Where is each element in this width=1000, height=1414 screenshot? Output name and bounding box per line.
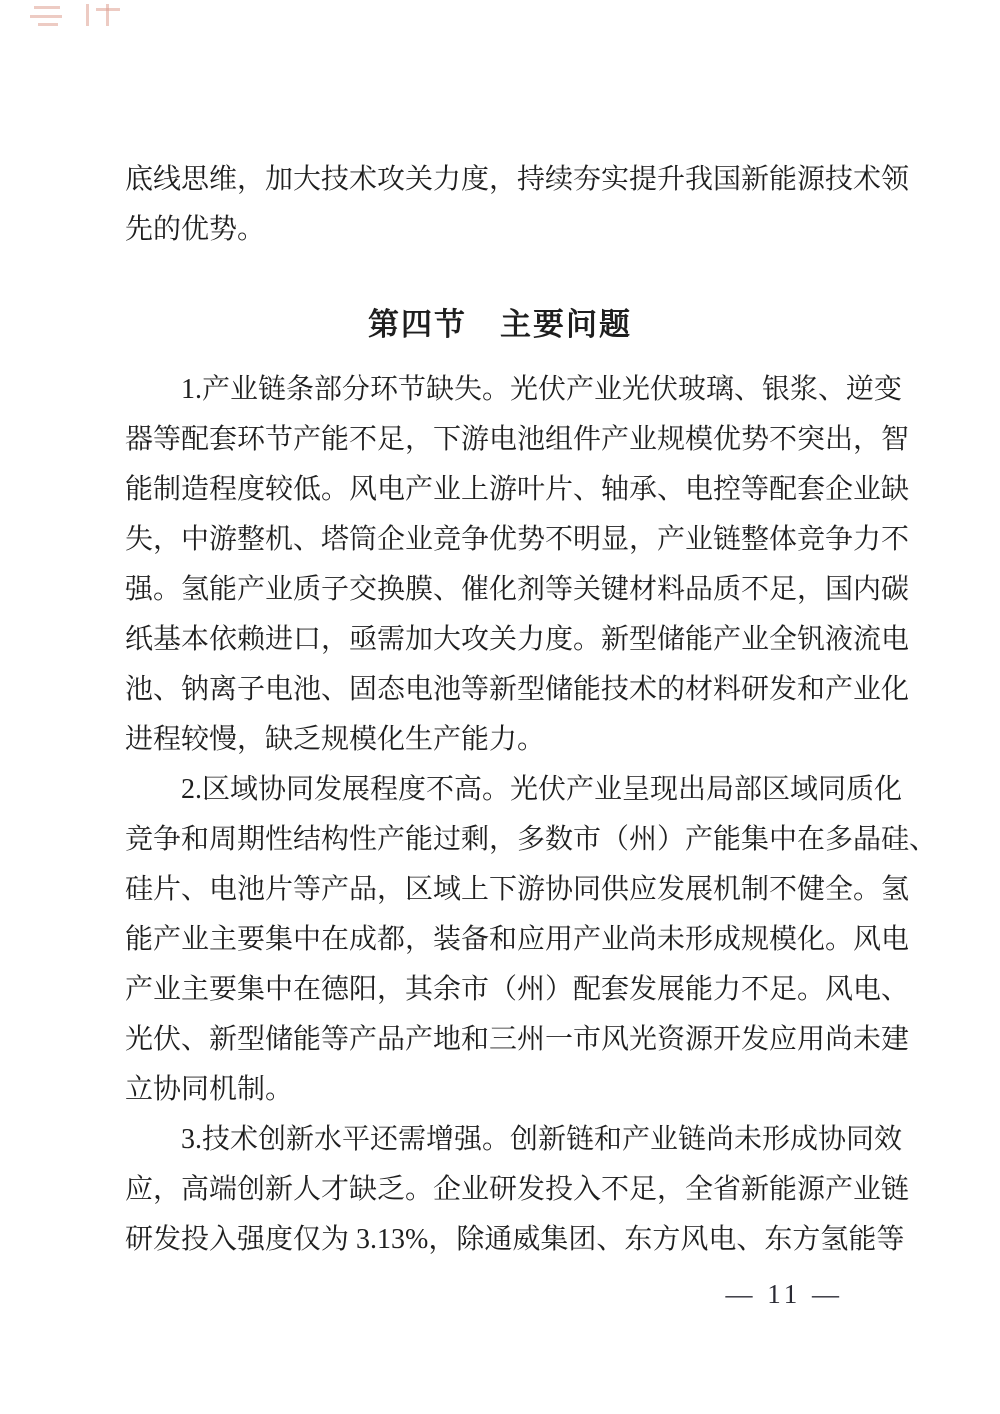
paragraph1-line: 器等配套环节产能不足，下游电池组件产业规模优势不突出，智	[125, 424, 910, 455]
paragraph1-line: 强。氢能产业质子交换膜、催化剂等关键材料品质不足，国内碳	[125, 574, 910, 605]
paragraph3-line: 应，高端创新人才缺乏。企业研发投入不足，全省新能源产业链	[125, 1174, 910, 1205]
paragraph2-line: 产业主要集中在德阳，其余市（州）配套发展能力不足。风电、	[125, 974, 910, 1005]
section-heading: 第四节 主要问题	[368, 307, 632, 342]
red-mark	[30, 15, 62, 18]
paragraph3-line: 3.技术创新水平还需增强。创新链和产业链尚未形成协同效	[181, 1124, 903, 1155]
intro-line: 底线思维，加大技术攻关力度，持续夯实提升我国新能源技术领	[125, 164, 910, 195]
red-mark	[38, 23, 58, 26]
red-mark	[34, 6, 60, 9]
red-mark	[106, 4, 109, 26]
paragraph2-line: 立协同机制。	[125, 1074, 294, 1105]
intro-line: 先的优势。	[125, 214, 266, 245]
paragraph2-line: 硅片、电池片等产品，区域上下游协同供应发展机制不健全。氢	[125, 874, 910, 905]
document-body	[125, 155, 938, 1265]
paragraph2-line: 2.区域协同发展程度不高。光伏产业呈现出局部区域同质化	[181, 774, 903, 805]
paragraph1-line: 1.产业链条部分环节缺失。光伏产业光伏玻璃、银浆、逆变	[181, 374, 903, 405]
paragraph1-line: 池、钠离子电池、固态电池等新型储能技术的材料研发和产业化	[125, 674, 910, 705]
paragraph3-line: 研发投入强度仅为 3.13%，除通威集团、东方风电、东方氢能等	[125, 1224, 905, 1255]
paragraph1-line: 失，中游整机、塔筒企业竞争优势不明显，产业链整体竞争力不	[125, 524, 910, 555]
paragraph1-line: 进程较慢，缺乏规模化生产能力。	[125, 724, 546, 755]
paragraph2-line: 光伏、新型储能等产品产地和三州一市风光资源开发应用尚未建	[125, 1024, 910, 1055]
paragraph1-line: 能制造程度较低。风电产业上游叶片、轴承、电控等配套企业缺	[125, 474, 910, 505]
red-mark	[86, 4, 89, 26]
page-number: — 11 —	[725, 1279, 843, 1309]
paragraph2-line: 竞争和周期性结构性产能过剩，多数市（州）产能集中在多晶硅、	[125, 824, 938, 855]
red-stamp-fragment	[28, 2, 128, 32]
paragraph1-line: 纸基本依赖进口，亟需加大攻关力度。新型储能产业全钒液流电	[125, 624, 910, 655]
paragraph2-line: 能产业主要集中在成都，装备和应用产业尚未形成规模化。风电	[125, 924, 910, 955]
